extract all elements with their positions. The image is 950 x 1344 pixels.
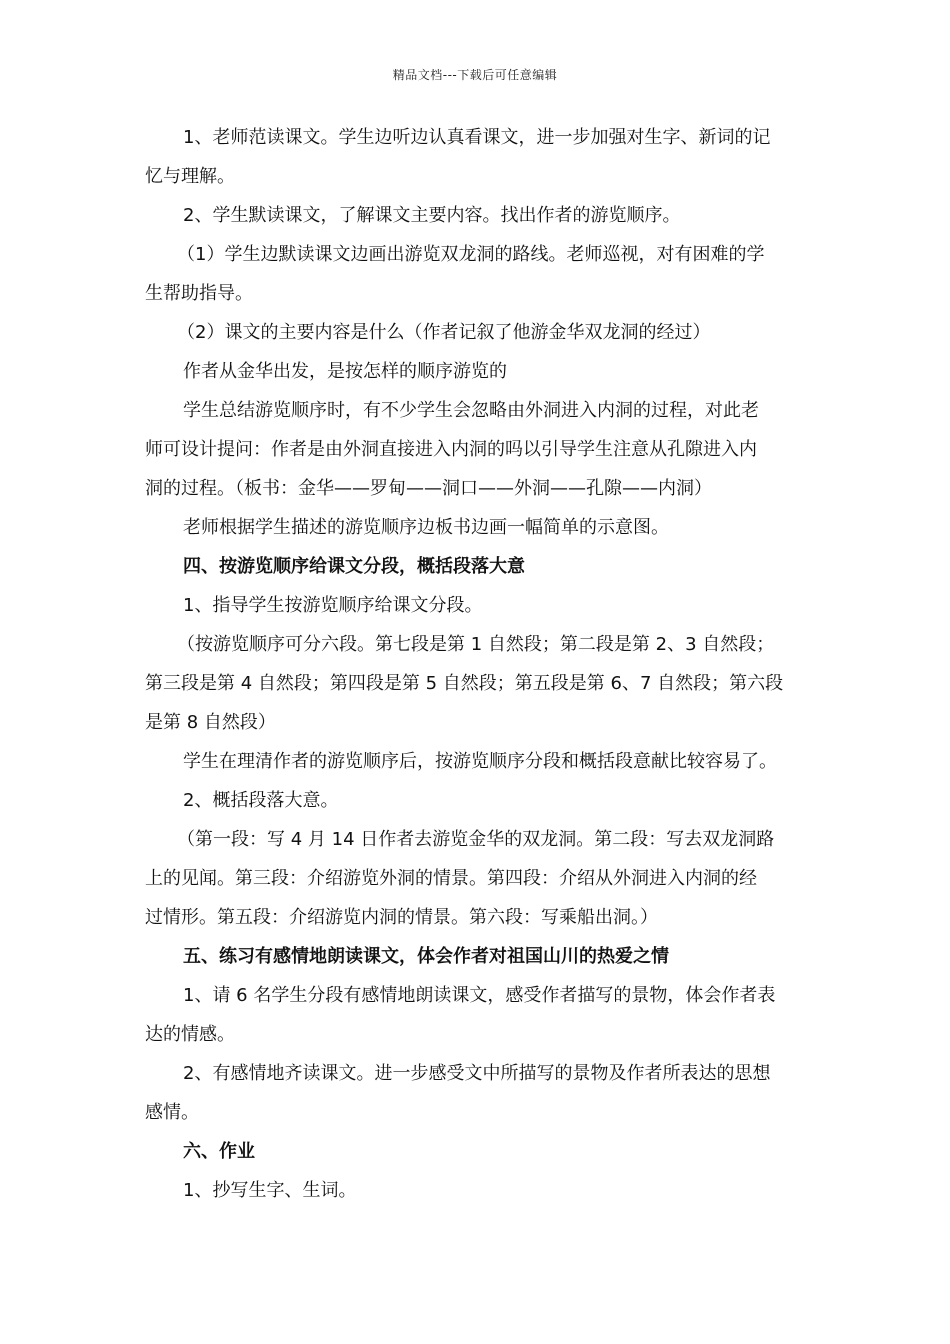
text-line: 第三段是第 4 自然段；第四段是第 5 自然段；第五段是第 6、7 自然段；第六段 [145, 673, 784, 694]
text-line: 感情。 [145, 1102, 199, 1123]
text-line: （1）学生边默读课文边画出游览双龙洞的路线。老师巡视，对有困难的学 [177, 244, 765, 265]
text-line: 2、有感情地齐读课文。进一步感受文中所描写的景物及作者所表达的思想 [183, 1063, 771, 1084]
text-line: 学生在理清作者的游览顺序后，按游览顺序分段和概括段意献比较容易了。 [183, 751, 777, 772]
text-line: 2、学生默读课文，了解课文主要内容。找出作者的游览顺序。 [183, 205, 681, 226]
text-line: （第一段：写 4 月 14 日作者去游览金华的双龙洞。第二段：写去双龙洞路 [177, 829, 775, 850]
text-line: 1、抄写生字、生词。 [183, 1180, 357, 1201]
document-body [145, 118, 807, 1210]
text-line: 师可设计提问：作者是由外洞直接进入内洞的吗以引导学生注意从孔隙进入内 [145, 439, 757, 460]
text-line: 是第 8 自然段） [145, 712, 276, 733]
text-line: 生帮助指导。 [145, 283, 253, 304]
text-line: 1、请 6 名学生分段有感情地朗读课文，感受作者描写的景物，体会作者表 [183, 985, 776, 1006]
text-line: 2、概括段落大意。 [183, 790, 339, 811]
page-header: 精品文档---下载后可任意编辑 [392, 68, 558, 82]
text-line: 学生总结游览顺序时，有不少学生会忽略由外洞进入内洞的过程，对此老 [183, 400, 759, 421]
text-line: 洞的过程。（板书：金华——罗甸——洞口——外洞——孔隙——内洞） [145, 478, 712, 499]
text-line: 达的情感。 [145, 1024, 235, 1045]
section-heading: 六、作业 [183, 1141, 255, 1162]
text-line: 老师根据学生描述的游览顺序边板书边画一幅简单的示意图。 [183, 517, 669, 538]
text-line: 1、指导学生按游览顺序给课文分段。 [183, 595, 483, 616]
section-heading: 四、按游览顺序给课文分段，概括段落大意 [183, 556, 525, 577]
text-line: 忆与理解。 [145, 166, 235, 187]
text-line: （2）课文的主要内容是什么（作者记叙了他游金华双龙洞的经过） [177, 322, 711, 343]
text-line: （按游览顺序可分六段。第七段是第 1 自然段；第二段是第 2、3 自然段； [177, 634, 775, 655]
text-line: 过情形。第五段：介绍游览内洞的情景。第六段：写乘船出洞。） [145, 907, 658, 928]
text-line: 上的见闻。第三段：介绍游览外洞的情景。第四段：介绍从外洞进入内洞的经 [145, 868, 757, 889]
text-line: 1、老师范读课文。学生边听边认真看课文，进一步加强对生字、新词的记 [183, 127, 771, 148]
text-line: 作者从金华出发，是按怎样的顺序游览的 [183, 361, 507, 382]
section-heading: 五、练习有感情地朗读课文，体会作者对祖国山川的热爱之情 [183, 946, 669, 967]
